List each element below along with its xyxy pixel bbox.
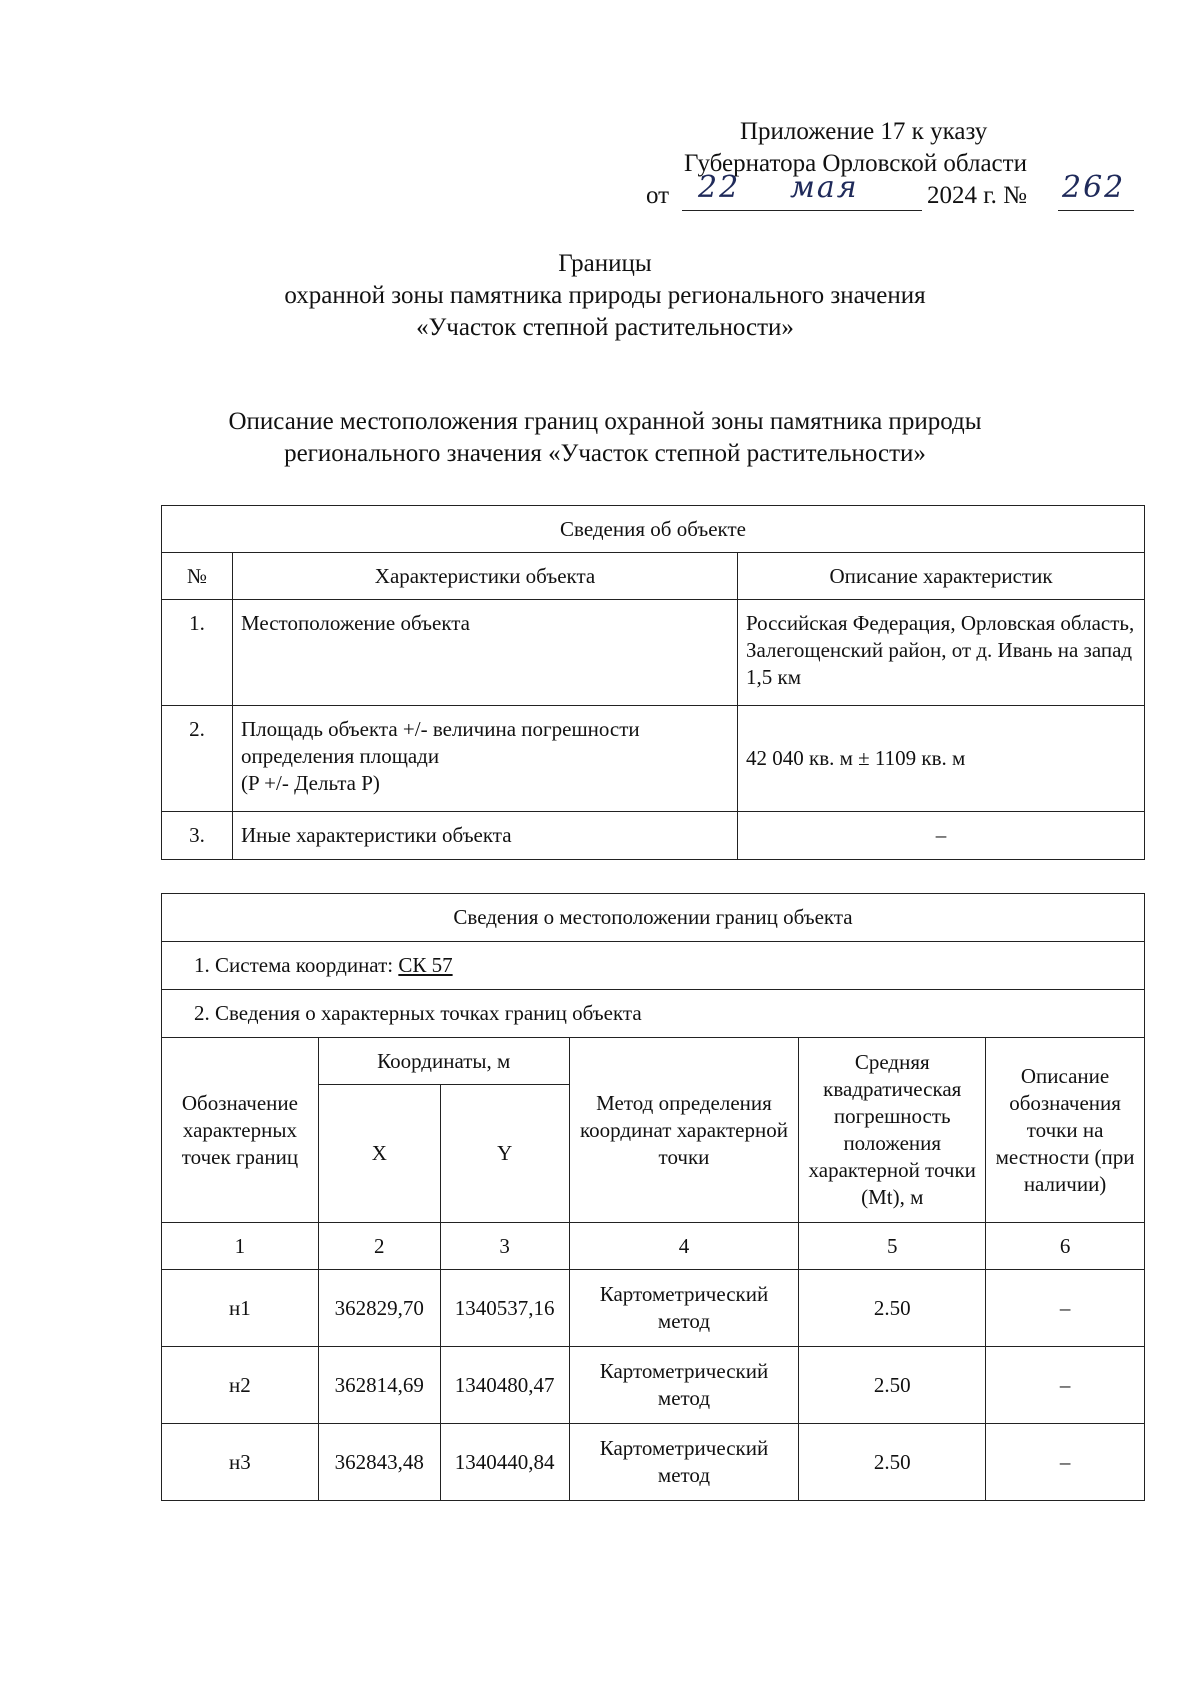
- coordinate-system-label: 1. Система координат:: [194, 953, 399, 977]
- handwritten-day: 22: [698, 170, 741, 205]
- header-error: Средняя квадратическая погрешность положения характерной точки (Mt), м: [799, 1038, 986, 1223]
- column-number: 3: [440, 1223, 569, 1270]
- header-characteristics: Характеристики объекта: [233, 553, 738, 600]
- point-description: –: [986, 1347, 1145, 1424]
- row-name: Местоположение объекта: [233, 600, 738, 706]
- title-line-2: охранной зоны памятника природы регионального значения: [284, 282, 926, 309]
- annex-line-2: Губернатора Орловской области: [684, 150, 1027, 177]
- table-row: [162, 1347, 1145, 1424]
- point-method: Картометрический метод: [569, 1270, 799, 1347]
- annex-header: [640, 116, 1160, 214]
- document-subtitle: [150, 406, 1060, 470]
- point-y: 1340480,47: [440, 1347, 569, 1424]
- date-prefix: от: [646, 182, 670, 209]
- row-value: –: [738, 812, 1145, 860]
- point-id: н2: [162, 1347, 319, 1424]
- handwritten-month: мая: [790, 170, 859, 205]
- header-y: Y: [440, 1085, 569, 1223]
- column-number: 1: [162, 1223, 319, 1270]
- table-row: [162, 1270, 1145, 1347]
- row-name: Иные характеристики объекта: [233, 812, 738, 860]
- table-row: [162, 812, 1145, 860]
- header-coordinates: Координаты, м: [318, 1038, 569, 1085]
- point-error: 2.50: [799, 1347, 986, 1424]
- row-name-cell: [233, 706, 738, 812]
- point-error: 2.50: [799, 1424, 986, 1501]
- point-method: Картометрический метод: [569, 1424, 799, 1501]
- point-description: –: [986, 1270, 1145, 1347]
- point-y: 1340537,16: [440, 1270, 569, 1347]
- handwritten-number: 262: [1062, 170, 1126, 205]
- column-number: 2: [318, 1223, 440, 1270]
- date-underline: [682, 210, 922, 211]
- point-x: 362829,70: [318, 1270, 440, 1347]
- point-y: 1340440,84: [440, 1424, 569, 1501]
- points-section-label: 2. Сведения о характерных точках границ объекта: [162, 990, 1145, 1038]
- subtitle-line-2: регионального значения «Участок степной растительности»: [284, 440, 926, 467]
- column-number: 6: [986, 1223, 1145, 1270]
- coordinate-system-value: СК 57: [398, 953, 453, 977]
- number-underline: [1058, 210, 1134, 211]
- point-method: Картометрический метод: [569, 1347, 799, 1424]
- table-row: [162, 706, 1145, 812]
- coordinate-system-line: [162, 942, 1145, 990]
- row-number: 3.: [162, 812, 233, 860]
- header-method: Метод определения координат характерной точки: [569, 1038, 799, 1223]
- coordinates-table: [161, 893, 1145, 1501]
- column-number: 5: [799, 1223, 986, 1270]
- row-number: 2.: [162, 706, 233, 812]
- point-x: 362814,69: [318, 1347, 440, 1424]
- subtitle-line-1: Описание местоположения границ охранной зоны памятника природы: [228, 408, 982, 435]
- row-name-formula: (P +/- Дельта P): [241, 771, 380, 795]
- point-description: –: [986, 1424, 1145, 1501]
- row-value: Российская Федерация, Орловская область, Залегощенский район, от д. Ивань на запад 1,5 км: [738, 600, 1145, 706]
- document-title: [150, 248, 1060, 344]
- row-name: Площадь объекта +/- величина погрешности определения площади: [241, 717, 640, 768]
- coords-table-caption: Сведения о местоположении границ объекта: [162, 894, 1145, 942]
- year-and-number-label: 2024 г. №: [927, 182, 1028, 209]
- header-point-description: Описание обозначения точки на местности (при наличии): [986, 1038, 1145, 1223]
- object-info-table: [161, 505, 1145, 860]
- table-row: [162, 1424, 1145, 1501]
- object-table-caption: Сведения об объекте: [162, 506, 1145, 553]
- annex-line-1: Приложение 17 к указу: [740, 118, 988, 145]
- title-line-1: Границы: [558, 250, 652, 277]
- title-line-3: «Участок степной растительности»: [416, 314, 794, 341]
- table-row: [162, 600, 1145, 706]
- annex-date-line: [640, 170, 1160, 214]
- row-number: 1.: [162, 600, 233, 706]
- header-designation: Обозначение характерных точек границ: [162, 1038, 319, 1223]
- point-error: 2.50: [799, 1270, 986, 1347]
- header-description: Описание характеристик: [738, 553, 1145, 600]
- point-x: 362843,48: [318, 1424, 440, 1501]
- column-number: 4: [569, 1223, 799, 1270]
- header-number: №: [162, 553, 233, 600]
- row-value: 42 040 кв. м ± 1109 кв. м: [738, 706, 1145, 812]
- point-id: н3: [162, 1424, 319, 1501]
- point-id: н1: [162, 1270, 319, 1347]
- header-x: X: [318, 1085, 440, 1223]
